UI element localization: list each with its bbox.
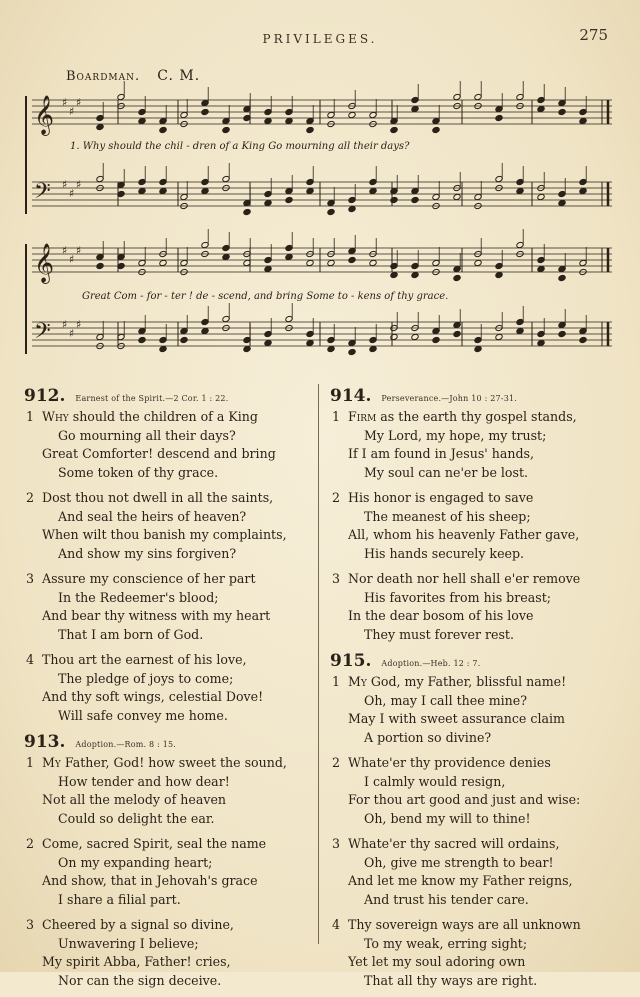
stanza bbox=[330, 916, 620, 990]
verse-text: Come, sacred Spirit, seal the name bbox=[42, 836, 267, 851]
verse-line bbox=[24, 570, 324, 589]
verse-text: Oh, bend my will to thine! bbox=[364, 810, 531, 826]
note-head bbox=[411, 333, 419, 340]
note-head bbox=[453, 274, 461, 281]
sharp-icon: ♯ bbox=[62, 96, 68, 109]
note-head bbox=[96, 262, 104, 269]
note-head bbox=[159, 187, 167, 194]
hymn-heading bbox=[330, 386, 620, 408]
verse-line bbox=[330, 607, 620, 626]
note-head bbox=[201, 327, 209, 334]
note-head bbox=[138, 336, 146, 343]
verse-line bbox=[24, 508, 324, 527]
note-head bbox=[159, 126, 167, 133]
bass-clef-icon: 𝄢 bbox=[34, 319, 51, 349]
sharp-icon: ♯ bbox=[76, 244, 82, 257]
verse-text: My soul can ne'er be lost. bbox=[364, 464, 529, 480]
verse-text: as the earth thy gospel stands, bbox=[376, 409, 577, 424]
tune-name: Boardman. bbox=[66, 69, 141, 84]
page-header: PRIVILEGES. bbox=[262, 32, 378, 46]
verse-text: Father, God! how sweet the sound, bbox=[60, 755, 287, 770]
note-head bbox=[264, 265, 272, 272]
verse-line bbox=[330, 570, 620, 589]
verse-text: Great Comforter! descend and bring bbox=[42, 446, 276, 461]
verse-text: Unwavering I believe; bbox=[58, 935, 199, 951]
verse-text: And trust his tender care. bbox=[364, 891, 529, 907]
note-head bbox=[579, 117, 587, 124]
verse-line bbox=[24, 972, 324, 991]
stanza-number: 2 bbox=[332, 490, 341, 505]
verse-line bbox=[24, 854, 324, 873]
stanza bbox=[330, 489, 620, 563]
verse-line bbox=[330, 729, 620, 748]
hymn-title: Adoption.—Heb. 12 : 7. bbox=[381, 659, 481, 668]
verse-line bbox=[330, 935, 620, 954]
verse-line bbox=[24, 773, 324, 792]
verse-line bbox=[24, 707, 324, 726]
verse-text: Cheered by a signal so divine, bbox=[42, 917, 234, 932]
note-head bbox=[390, 196, 398, 203]
verse-line bbox=[24, 891, 324, 910]
stanza bbox=[330, 754, 620, 828]
verse-text: They must forever rest. bbox=[364, 626, 514, 642]
note-head bbox=[579, 187, 587, 194]
verse-text: I share a filial part. bbox=[58, 891, 181, 907]
hymn-912 bbox=[24, 386, 324, 725]
verse-line bbox=[330, 445, 620, 464]
music-lyric-line-1: 1. Why should the chil - dren of a King Go mourning all their days? bbox=[70, 141, 410, 152]
note-head bbox=[516, 327, 524, 334]
note-head bbox=[285, 117, 293, 124]
hymn-column-left bbox=[24, 384, 324, 997]
bass-clef-icon: 𝄢 bbox=[34, 179, 51, 209]
note-head bbox=[495, 271, 503, 278]
page-number: 275 bbox=[579, 26, 608, 44]
note-head bbox=[264, 339, 272, 346]
note-head bbox=[348, 205, 356, 212]
stanza-number: 4 bbox=[26, 652, 35, 667]
verse-text: Thy sovereign ways are all unknown bbox=[348, 917, 581, 932]
note-head bbox=[390, 126, 398, 133]
note-head bbox=[243, 208, 251, 215]
verse-text: His favorites from his breast; bbox=[364, 589, 551, 605]
verse-line bbox=[330, 545, 620, 564]
note-head bbox=[285, 196, 293, 203]
verse-line bbox=[330, 489, 620, 508]
note-head bbox=[558, 108, 566, 115]
hymn-heading bbox=[24, 732, 324, 754]
verse-text: May I with sweet assurance claim bbox=[348, 711, 565, 726]
verse-text: should the children of a King bbox=[68, 409, 258, 424]
note-head bbox=[201, 108, 209, 115]
verse-line bbox=[330, 508, 620, 527]
note-head bbox=[243, 345, 251, 352]
stanza bbox=[24, 489, 324, 563]
note-head bbox=[138, 187, 146, 194]
verse-text: And bear thy witness with my heart bbox=[42, 608, 271, 623]
verse-text: Whate'er thy providence denies bbox=[348, 755, 551, 770]
stanza-number: 1 bbox=[26, 409, 35, 424]
verse-line bbox=[24, 545, 324, 564]
sharp-icon: ♯ bbox=[69, 105, 75, 118]
verse-line bbox=[330, 972, 620, 991]
treble-clef-icon: 𝄞 bbox=[34, 243, 55, 283]
sharp-icon: ♯ bbox=[76, 318, 82, 331]
note-head bbox=[327, 345, 335, 352]
note-head bbox=[432, 126, 440, 133]
verse-text: Thou art the earnest of his love, bbox=[42, 652, 247, 667]
verse-line bbox=[24, 589, 324, 608]
note-head bbox=[474, 259, 482, 266]
stanza-number: 2 bbox=[26, 490, 35, 505]
verse-line bbox=[24, 464, 324, 483]
note-head bbox=[537, 265, 545, 272]
hymn-915 bbox=[330, 651, 620, 990]
verse-line bbox=[24, 754, 324, 773]
note-head bbox=[264, 117, 272, 124]
note-head bbox=[327, 259, 335, 266]
tune-meter: C. M. bbox=[157, 68, 201, 84]
hymn-number: 912. bbox=[24, 386, 66, 406]
verse-text: Dost thou not dwell in all the saints, bbox=[42, 490, 274, 505]
sharp-icon: ♯ bbox=[62, 318, 68, 331]
verse-line bbox=[330, 526, 620, 545]
note-head bbox=[558, 274, 566, 281]
verse-text: And let me know my Father reigns, bbox=[348, 873, 573, 888]
note-head bbox=[306, 259, 314, 266]
verse-text: Not all the melody of heaven bbox=[42, 792, 227, 807]
hymn-number: 915. bbox=[330, 651, 372, 671]
first-word: Why bbox=[42, 409, 69, 424]
note-head bbox=[348, 111, 356, 118]
verse-text: His honor is engaged to save bbox=[348, 490, 534, 505]
verse-line bbox=[24, 935, 324, 954]
note-head bbox=[180, 336, 188, 343]
verse-text: Go mourning all their days? bbox=[58, 427, 236, 443]
note-head bbox=[390, 333, 398, 340]
first-word: Firm bbox=[348, 409, 377, 424]
verse-text: In the dear bosom of his love bbox=[348, 608, 534, 623]
first-word: My bbox=[42, 755, 61, 770]
verse-line bbox=[24, 427, 324, 446]
stanza bbox=[24, 916, 324, 990]
stanza-number: 3 bbox=[332, 571, 341, 586]
hymn-913 bbox=[24, 732, 324, 990]
note-head bbox=[495, 333, 503, 340]
verse-line bbox=[330, 692, 620, 711]
verse-line bbox=[24, 526, 324, 545]
note-head bbox=[495, 114, 503, 121]
note-head bbox=[159, 259, 167, 266]
music-score bbox=[0, 0, 640, 380]
note-head bbox=[306, 126, 314, 133]
note-head bbox=[516, 187, 524, 194]
stanza-number: 2 bbox=[332, 755, 341, 770]
stanza bbox=[330, 570, 620, 644]
note-head bbox=[453, 193, 461, 200]
verse-line bbox=[330, 916, 620, 935]
hymn-title: Earnest of the Spirit.—2 Cor. 1 : 22. bbox=[75, 394, 229, 403]
stanza-number: 3 bbox=[332, 836, 341, 851]
verse-line bbox=[330, 854, 620, 873]
sharp-icon: ♯ bbox=[69, 187, 75, 200]
note-head bbox=[201, 187, 209, 194]
hymn-heading bbox=[330, 651, 620, 673]
verse-text: For thou art good and just and wise: bbox=[348, 792, 581, 807]
stanza bbox=[330, 408, 620, 482]
verse-line bbox=[24, 670, 324, 689]
verse-line bbox=[330, 791, 620, 810]
verse-line bbox=[330, 464, 620, 483]
note-head bbox=[369, 345, 377, 352]
verse-line bbox=[24, 916, 324, 935]
note-head bbox=[390, 271, 398, 278]
stanza bbox=[24, 835, 324, 909]
note-head bbox=[222, 253, 230, 260]
stanza-number: 2 bbox=[26, 836, 35, 851]
note-head bbox=[306, 339, 314, 346]
note-head bbox=[306, 187, 314, 194]
verse-text: A portion so divine? bbox=[364, 729, 492, 745]
hymn-heading bbox=[24, 386, 324, 408]
verse-line bbox=[330, 754, 620, 773]
note-head bbox=[558, 330, 566, 337]
verse-text: Assure my conscience of her part bbox=[42, 571, 256, 586]
verse-line bbox=[24, 953, 324, 972]
verse-line bbox=[330, 953, 620, 972]
verse-text: And show my sins forgiven? bbox=[58, 545, 237, 561]
note-head bbox=[348, 256, 356, 263]
note-head bbox=[411, 105, 419, 112]
stanza bbox=[330, 673, 620, 747]
stanza-number: 3 bbox=[26, 917, 35, 932]
stanza-number: 1 bbox=[332, 674, 341, 689]
note-head bbox=[474, 345, 482, 352]
verse-text: God, my Father, blissful name! bbox=[366, 674, 567, 689]
hymn-914 bbox=[330, 386, 620, 644]
verse-line bbox=[24, 607, 324, 626]
stanza-number: 3 bbox=[26, 571, 35, 586]
verse-text: Yet let my soul adoring own bbox=[348, 954, 526, 969]
hymn-number: 913. bbox=[24, 732, 66, 752]
verse-line bbox=[330, 891, 620, 910]
hymn-title: Perseverance.—John 10 : 27-31. bbox=[381, 394, 518, 403]
note-head bbox=[96, 123, 104, 130]
verse-line bbox=[330, 673, 620, 692]
verse-text: Could so delight the ear. bbox=[58, 810, 215, 826]
note-head bbox=[369, 187, 377, 194]
stanza-number: 1 bbox=[332, 409, 341, 424]
note-head bbox=[537, 339, 545, 346]
verse-line bbox=[330, 589, 620, 608]
verse-text: I calmly would resign, bbox=[364, 773, 506, 789]
verse-line bbox=[24, 810, 324, 829]
verse-line bbox=[24, 835, 324, 854]
note-head bbox=[222, 126, 230, 133]
verse-text: My spirit Abba, Father! cries, bbox=[42, 954, 231, 969]
verse-text: Some token of thy grace. bbox=[58, 464, 219, 480]
verse-text: On my expanding heart; bbox=[58, 854, 213, 870]
sharp-icon: ♯ bbox=[62, 178, 68, 191]
stanza bbox=[24, 408, 324, 482]
verse-line bbox=[24, 626, 324, 645]
verse-text: Oh, may I call thee mine? bbox=[364, 692, 527, 708]
note-head bbox=[411, 196, 419, 203]
verse-text: And thy soft wings, celestial Dove! bbox=[42, 689, 264, 704]
verse-text: His hands securely keep. bbox=[364, 545, 525, 561]
verse-text: Whate'er thy sacred will ordains, bbox=[348, 836, 560, 851]
sharp-icon: ♯ bbox=[76, 178, 82, 191]
verse-line bbox=[24, 791, 324, 810]
note-head bbox=[432, 336, 440, 343]
note-head bbox=[537, 105, 545, 112]
verse-text: If I am found in Jesus' hands, bbox=[348, 446, 535, 461]
verse-text: That all thy ways are right. bbox=[364, 972, 538, 988]
verse-line bbox=[24, 445, 324, 464]
stanza bbox=[330, 835, 620, 909]
sharp-icon: ♯ bbox=[69, 327, 75, 340]
verse-text: And seal the heirs of heaven? bbox=[58, 508, 247, 524]
verse-line bbox=[330, 773, 620, 792]
verse-line bbox=[24, 408, 324, 427]
stanza-number: 4 bbox=[332, 917, 341, 932]
verse-line bbox=[24, 651, 324, 670]
verse-text: The pledge of joys to come; bbox=[58, 670, 234, 686]
verse-text: Oh, give me strength to bear! bbox=[364, 854, 554, 870]
sharp-icon: ♯ bbox=[69, 253, 75, 266]
verse-line bbox=[330, 427, 620, 446]
verse-line bbox=[330, 408, 620, 427]
hymn-title: Adoption.—Rom. 8 : 15. bbox=[75, 740, 177, 749]
music-lyric-line-2: Great Com - for - ter ! de - scend, and bring Some to - kens of thy grace. bbox=[82, 291, 449, 302]
hymn-column-right bbox=[330, 384, 620, 997]
verse-line bbox=[330, 872, 620, 891]
stanza bbox=[24, 754, 324, 828]
verse-text: Will safe convey me home. bbox=[58, 707, 228, 723]
treble-clef-icon: 𝄞 bbox=[34, 95, 55, 135]
note-head bbox=[369, 259, 377, 266]
verse-text: All, whom his heavenly Father gave, bbox=[348, 527, 580, 542]
note-head bbox=[558, 199, 566, 206]
verse-line bbox=[24, 872, 324, 891]
verse-text: The meanest of his sheep; bbox=[364, 508, 531, 524]
note-head bbox=[327, 208, 335, 215]
verse-line bbox=[330, 835, 620, 854]
stanza-number: 1 bbox=[26, 755, 35, 770]
hymn-number: 914. bbox=[330, 386, 372, 406]
note-head bbox=[348, 348, 356, 355]
note-head bbox=[285, 253, 293, 260]
sharp-icon: ♯ bbox=[62, 244, 68, 257]
verse-line bbox=[330, 626, 620, 645]
verse-text: When wilt thou banish my complaints, bbox=[42, 527, 287, 542]
stanza bbox=[24, 651, 324, 725]
first-word: My bbox=[348, 674, 367, 689]
sharp-icon: ♯ bbox=[76, 96, 82, 109]
note-head bbox=[159, 345, 167, 352]
note-head bbox=[537, 193, 545, 200]
verse-text: Nor can the sign deceive. bbox=[58, 972, 222, 988]
verse-line bbox=[24, 688, 324, 707]
verse-text: And show, that in Jehovah's grace bbox=[42, 873, 258, 888]
verse-text: How tender and how dear! bbox=[58, 773, 230, 789]
note-head bbox=[453, 330, 461, 337]
verse-line bbox=[330, 810, 620, 829]
note-head bbox=[138, 117, 146, 124]
note-head bbox=[411, 271, 419, 278]
verse-text: In the Redeemer's blood; bbox=[58, 589, 219, 605]
note-head bbox=[579, 336, 587, 343]
verse-text: Nor death nor hell shall e'er remove bbox=[348, 571, 581, 586]
verse-text: To my weak, erring sight; bbox=[364, 935, 528, 951]
verse-line bbox=[330, 710, 620, 729]
verse-text: That I am born of God. bbox=[58, 626, 204, 642]
stanza bbox=[24, 570, 324, 644]
verse-text: My Lord, my hope, my trust; bbox=[364, 427, 547, 443]
verse-line bbox=[24, 489, 324, 508]
note-head bbox=[264, 199, 272, 206]
